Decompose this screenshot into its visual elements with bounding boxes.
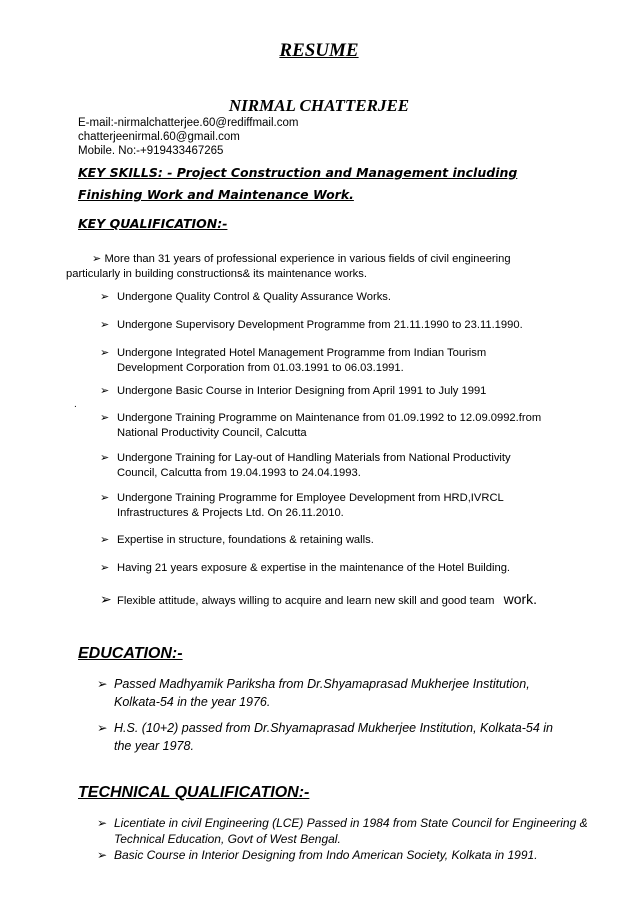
key-skills xyxy=(78,162,517,206)
key-qualification-heading: KEY QUALIFICATION:- xyxy=(78,216,228,231)
technical-text-cont: Technical Education, Govt of West Bengal. xyxy=(114,832,341,846)
key-skills-line-1: KEY SKILLS: - Project Construction and Management including xyxy=(78,165,518,180)
qualification-text: Undergone Training Programme on Maintenance from 01.09.1992 to 12.09.0992.from xyxy=(117,412,542,424)
qualification-text: Having 21 years exposure & expertise in the maintenance of the Hotel Building. xyxy=(117,562,511,574)
resume-title: RESUME xyxy=(279,40,359,61)
education-text-cont: Kolkata-54 in the year 1976. xyxy=(114,695,271,709)
qualification-text: More than 31 years of professional experience in various fields of civil engineering xyxy=(104,253,511,265)
qualification-item-experience xyxy=(66,252,511,282)
qualification-text: Undergone Training for Lay-out of Handling Materials from National Productivity xyxy=(117,452,511,464)
bullet-arrow-icon: ➢ xyxy=(100,534,110,546)
technical-qualification-heading: TECHNICAL QUALIFICATION:- xyxy=(78,784,310,801)
contact-email-2: chatterjeenirmal.60@gmail.com xyxy=(78,131,240,143)
bullet-arrow-icon: ➢ xyxy=(97,677,108,691)
bullet-arrow-icon: ➢ xyxy=(100,319,110,331)
bullet-arrow-icon: ➢ xyxy=(100,347,110,359)
bullet-arrow-icon: ➢ xyxy=(92,253,102,265)
qualification-text: Expertise in structure, foundations & retaining walls. xyxy=(117,534,374,546)
bullet-arrow-icon: ➢ xyxy=(100,591,112,607)
qualification-big-word: work. xyxy=(503,591,538,607)
education-heading: EDUCATION:- xyxy=(78,645,183,662)
contact-email-1: E-mail:-nirmalchatterjee.60@rediffmail.com xyxy=(78,117,299,129)
bullet-arrow-icon: ➢ xyxy=(100,385,110,397)
bullet-arrow-icon: ➢ xyxy=(100,492,110,504)
qualification-text: Undergone Supervisory Development Programme from 21.11.1990 to 23.11.1990. xyxy=(117,319,523,331)
technical-text: Basic Course in Interior Designing from Indo American Society, Kolkata in 1991. xyxy=(114,848,538,862)
bullet-arrow-icon: ➢ xyxy=(97,816,108,830)
bullet-arrow-icon: ➢ xyxy=(97,848,108,862)
qualification-text: Undergone Integrated Hotel Management Programme from Indian Tourism xyxy=(117,347,487,359)
key-skills-line-2: Finishing Work and Maintenance Work. xyxy=(78,187,354,202)
bullet-arrow-icon: ➢ xyxy=(100,452,110,464)
bullet-arrow-icon: ➢ xyxy=(100,562,110,574)
qualification-text: Undergone Basic Course in Interior Designing from April 1991 to July 1991 xyxy=(117,385,487,397)
education-text: H.S. (10+2) passed from Dr.Shyamaprasad Mukherjee Institution, Kolkata-54 in xyxy=(114,721,553,735)
qualification-text-cont: National Productivity Council, Calcutta xyxy=(117,426,307,439)
bullet-arrow-icon: ➢ xyxy=(100,412,110,424)
bullet-arrow-icon: ➢ xyxy=(100,291,110,303)
qualification-text: Undergone Training Programme for Employee Development from HRD,IVRCL xyxy=(117,492,504,504)
stray-dot: . xyxy=(74,399,77,410)
qualification-text-cont: Development Corporation from 01.03.1991 to 06.03.1991. xyxy=(117,361,404,374)
qualification-text-cont: particularly in building constructions& its maintenance works. xyxy=(66,268,367,280)
qualification-text: Flexible attitude, always willing to acquire and learn new skill and good team xyxy=(117,595,495,607)
bullet-arrow-icon: ➢ xyxy=(97,721,108,735)
contact-mobile: Mobile. No:-+919433467265 xyxy=(78,145,224,157)
technical-text: Licentiate in civil Engineering (LCE) Passed in 1984 from State Council for Engineering & xyxy=(114,816,588,830)
qualification-text-cont: Council, Calcutta from 19.04.1993 to 24.04.1993. xyxy=(117,466,361,479)
education-text: Passed Madhyamik Pariksha from Dr.Shyamaprasad Mukherjee Institution, xyxy=(114,677,530,691)
education-text-cont: the year 1978. xyxy=(114,739,194,753)
qualification-text-cont: Infrastructures & Projects Ltd. On 26.11.2010. xyxy=(117,506,344,519)
qualification-text: Undergone Quality Control & Quality Assurance Works. xyxy=(117,291,392,303)
candidate-name: NIRMAL CHATTERJEE xyxy=(228,96,410,115)
